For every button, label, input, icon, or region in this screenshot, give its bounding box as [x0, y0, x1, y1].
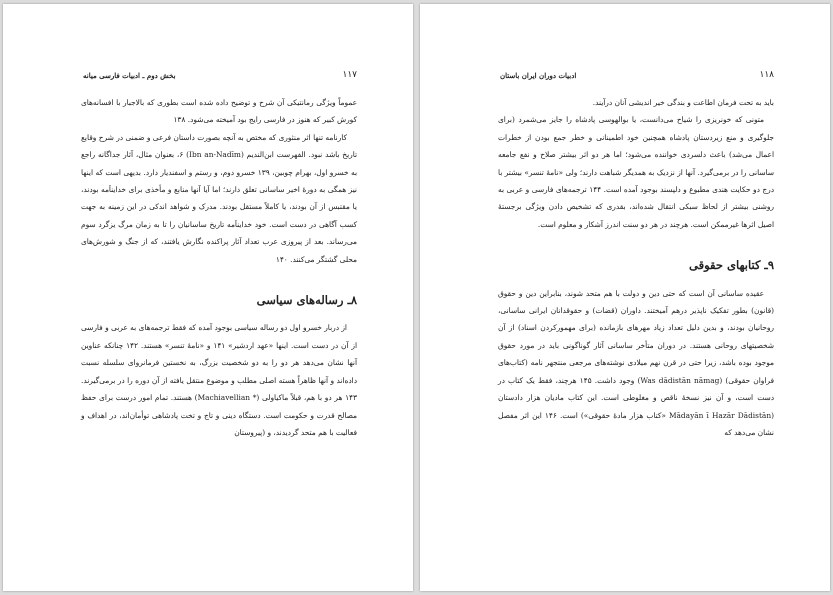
left-page-body: [81, 94, 357, 441]
paragraph: متونی که خونریزی را شیاح می‌دانست، یا بوالهوسی پادشاه را جایز می‌شمرد (برای جلوگیری و منع زیردستان پادشاه همچنین خود اطمینانی و خطر جمع بودن از خطرات اعمال می‌شد) باعث دلسردی خواننده می‌شود؛ اما هر دو اثر بیشتر صلاح و نفع جامعه ساسانی را در برمی‌گیرد. آنها از نزدیک به همدیگر شباهت دارند؛ ولی «نامهٔ تنسر» بیشتر با درج دو حکایت هندی مطبوع و دلپسند بوجود آمده است. ۱۴۴ ترجمه‌های فارسی و عربی به روشنی بیشتر از لحاظ سبکی انتقال شده‌اند، بقدری که تشخیص دادن ویژگی برجستهٔ اصیل اثرها غیرممکن است. هرچند در هر دو سنت اندرز آشکار و معلوم است.: [498, 115, 775, 229]
paragraph: عقیده ساسانی آن است که حتی دین و دولت با هم متحد شوند، بنابراین دین و حقوق (قانون) بطور تفکیک ناپذیر درهم آمیختند. داوران (قضات) و حقوقدانان ایرانی ساسانی، روحانیان بودند، و بدین دلیل تعداد زیاد مهرهای بازمانده (برای مهمورکردن اسناد) از آن شخصیتهای روحانی هستند. در دوران متأخر ساسانی آثار گوناگونی باید در مورد حقوق موجود بوده باشد، زیرا حتی در قرن نهم میلادی نوشته‌های مرجعی منتجهر نامه (کتاب‌های فراوان حقوقی) (Was dādistān nāmag) وجود داشت. ۱۴۵ هرچند، فقط یک کتاب در دست است، و آن نیز نسخهٔ ناقص و مغلوطی است. این کتاب ماديان هزار دادستان (Mādayān ī Hazār Dādistān «کتاب هزار مادهٔ حقوقی») است. ۱۴۶ این اثر مفصل نشان می‌دهد که: [498, 288, 775, 437]
section-heading: ۹ـ کتابهای حقوقی: [689, 258, 774, 273]
right-page: [420, 4, 830, 591]
paragraph: عموماً ویژگی رمانتیکی آن شرح و توضیح داده شده است بطوری که بالاجبار با افسانه‌های کورش کبیر که هنوز در فارسی رایج بود آمیخته می‌شود. ۱۳۸: [81, 98, 357, 125]
left-page: [3, 4, 413, 591]
left-page-number: ۱۱۷: [342, 70, 357, 80]
left-running-title: بخش دوم ـ ادبیات فارسی میانه: [83, 71, 176, 80]
paragraph: باید به تحت فرمان اطاعت و بندگی خیر اندیشی آنان درآیند.: [592, 98, 774, 107]
right-page-body: [498, 94, 774, 441]
left-page-header: [83, 70, 357, 84]
section-heading: ۸ـ رساله‌های سیاسی: [256, 293, 357, 308]
paragraph: از دربار خسرو اول دو رساله سیاسی بوجود آمده که فقط ترجمه‌های به عربی و فارسی از آن در دست است. اینها «عهد اردشیر» ۱۴۱ و «نامهٔ تنسر» هستند. ۱۴۲ چنانکه عناوین آنها نشان می‌دهد هر دو را به دو شخصیت بزرگ، به نخستین فرمانروای سلسله نسبت داده‌اند و آنها ظاهراً هسته اصلی مطلب و موضوع منتقل یافته از آن دوره را در برمی‌گیرند. ۱۴۳ هر دو با هم، قبلاً ماکیاولی (* Machiavellian) هستند. تمام امور درست برای حفظ مصالح قدرت و حکومت است. دستگاه دینی و تاج و تخت پادشاهی توأمان‌اند، در اهداف و فعالیت با هم متحد گردیدند، و (پیروستان: [81, 323, 358, 437]
right-page-header: [500, 70, 774, 84]
paragraph: کارنامه تنها اثر منثوری که مختص به آنچه بصورت داستان فرعی و ضمنی در شرح وقایع تاریخ باشد نبود. الفهرست ابن‌الندیم (Ibn an-Nadīm) ۶، بعنوان مثال، آثار جداگانه راجع به خسرو اول، بهرام چوبین، ۱۳۹ خسرو دوم، و رستم و اسفندیار دارد. بدیهی است که اینها نیز همگی به دورهٔ اخیر ساسانی تعلق دارند؛ اما آیا آنها منابع و مأخذی برای خدایناَمه بودند، یا مقتبس از آن بودند، یا کاملاً مستقل بودند. مدرک و شواهد اندکی در این زمینه به جهت کسب آگاهی در دست است. خود خدایناَمه تاریخ ساسانیان را تا به زمان مرگ یزگرد سوم می‌رساند. بعد از پیروزی عرب تعداد آثار پراکنده نگارش یافتند، که از جنگ و شورش‌های محلی گشتگر می‌کنند. ۱۴۰: [81, 132, 358, 264]
right-page-number: ۱۱۸: [759, 70, 774, 80]
right-running-title: ادبیات دوران ایران باستان: [500, 71, 577, 80]
